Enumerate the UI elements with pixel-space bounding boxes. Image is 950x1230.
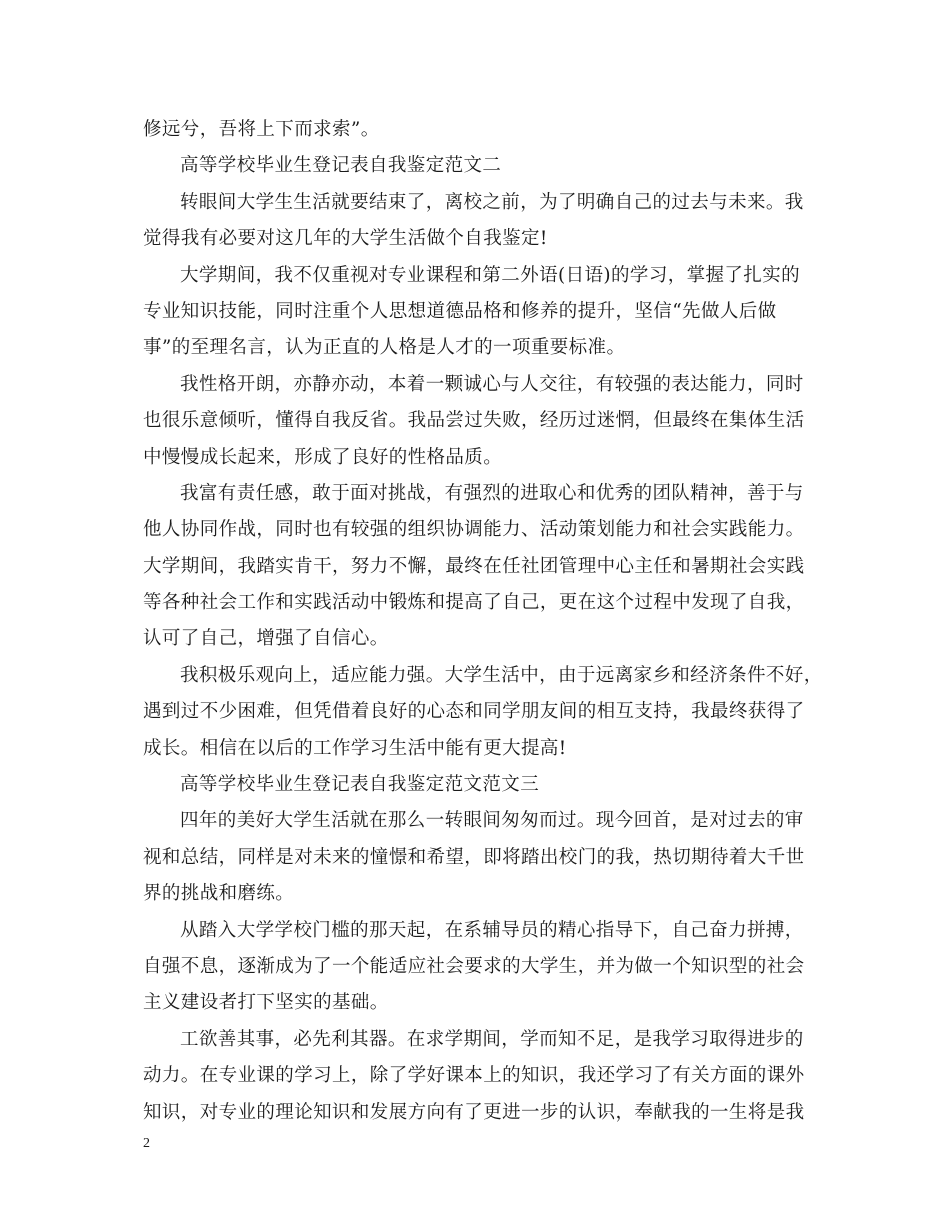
text-line: 我性格开朗，亦静亦动，本着一颗诚心与人交往，有较强的表达能力，同时 xyxy=(180,373,804,395)
document-body xyxy=(143,112,823,1131)
text-line: 主义建设者打下坚实的基础。 xyxy=(143,992,389,1014)
text-line: 从踏入大学学校门槛的那天起，在系辅导员的精心指导下，自己奋力拼搏， xyxy=(180,919,804,941)
text-line: 遇到过不少困难，但凭借着良好的心态和同学朋友间的相互支持，我最终获得了 xyxy=(143,701,805,723)
text-line: 大学期间，我不仅重视对专业课程和第二外语(日语)的学习，掌握了扎实的 xyxy=(180,264,801,286)
text-line: 我积极乐观向上，适应能力强。大学生活中，由于远离家乡和经济条件不好， xyxy=(180,664,823,686)
text-line: 他人协同作战，同时也有较强的组织协调能力、活动策划能力和社会实践能力。 xyxy=(143,519,805,541)
text-line: 知识，对专业的理论知识和发展方向有了更进一步的认识，奉献我的一生将是我 xyxy=(143,1101,805,1123)
text-line: 修远兮，吾将上下而求索”。 xyxy=(143,119,380,140)
text-line: 事”的至理名言，认为正直的人格是人才的一项重要标准。 xyxy=(143,337,626,359)
text-line: 界的挑战和磨练。 xyxy=(143,883,295,905)
text-line: 成长。相信在以后的工作学习生活中能有更大提高! xyxy=(143,737,567,759)
text-line: 高等学校毕业生登记表自我鉴定范文范文三 xyxy=(180,774,540,796)
text-line: 转眼间大学生生活就要结束了，离校之前，为了明确自己的过去与未来。我 xyxy=(180,191,804,213)
text-line: 等各种社会工作和实践活动中锻炼和提高了自己，更在这个过程中发现了自我， xyxy=(143,592,805,614)
text-line: 四年的美好大学生活就在那么一转眼间匆匆而过。现今回首，是对过去的审 xyxy=(180,810,804,832)
text-line: 也很乐意倾听，懂得自我反省。我品尝过失败，经历过迷惘，但最终在集体生活 xyxy=(143,410,805,432)
text-line: 我富有责任感，敢于面对挑战，有强烈的进取心和优秀的团队精神，善于与 xyxy=(180,482,804,504)
text-line: 大学期间，我踏实肯干，努力不懈，最终在任社团管理中心主任和暑期社会实践 xyxy=(143,555,805,577)
text-line: 认可了自己，增强了自信心。 xyxy=(143,628,389,650)
text-line: 视和总结，同样是对未来的憧憬和希望，即将踏出校门的我，热切期待着大千世 xyxy=(143,846,805,868)
text-line: 工欲善其事，必先利其器。在求学期间，学而知不足，是我学习取得进步的 xyxy=(180,1028,804,1050)
text-line: 高等学校毕业生登记表自我鉴定范文二 xyxy=(180,155,502,177)
text-line: 觉得我有必要对这几年的大学生活做个自我鉴定! xyxy=(143,228,548,250)
text-line: 中慢慢成长起来，形成了良好的性格品质。 xyxy=(143,446,503,468)
text-line: 专业知识技能，同时注重个人思想道德品格和修养的提升，坚信“先做人后做 xyxy=(143,300,777,322)
text-line: 自强不息，逐渐成为了一个能适应社会要求的大学生，并为做一个知识型的社会 xyxy=(143,955,805,977)
text-line: 动力。在专业课的学习上，除了学好课本上的知识，我还学习了有关方面的课外 xyxy=(143,1065,805,1087)
page-number: 2 xyxy=(143,1136,150,1151)
